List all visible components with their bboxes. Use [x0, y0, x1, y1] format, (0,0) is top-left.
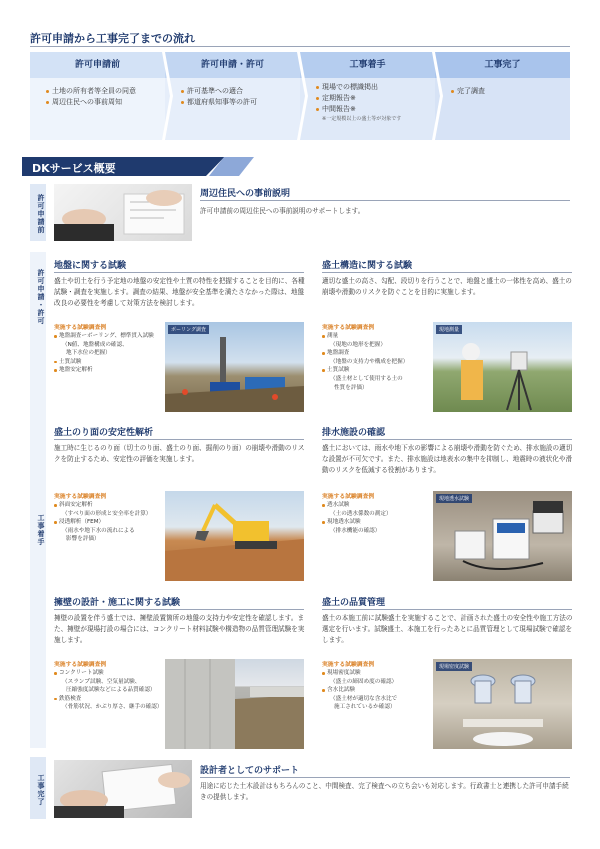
photo-field-survey-art: [433, 322, 572, 412]
photo-meeting: [54, 184, 192, 241]
section-body-briefing: 許可申請前の周辺住民への事前説明のサポートします。: [200, 207, 365, 215]
side-label-start: 工事着手: [37, 514, 45, 546]
example-item: 土質試験: [322, 366, 434, 375]
photo-density-test: [433, 659, 572, 749]
photo-tag: 現地透水試験: [436, 494, 472, 503]
examples-list-drainage: [322, 501, 434, 535]
stage-item: 中間報告※: [316, 104, 427, 115]
photo-retaining-wall-art: [165, 659, 304, 749]
section-divider: [200, 777, 570, 778]
stage-label: 許可申請前: [30, 52, 165, 78]
example-item: （排水機能の確認）: [330, 527, 381, 534]
stage-item: 許可基準への適合: [181, 86, 292, 97]
section-title-ground: 地盤に関する試験: [54, 261, 127, 271]
photo-density-art: [433, 659, 572, 749]
photo-tag: ボーリング調査: [168, 325, 209, 334]
section-body-designer-support: 用途に応じた土木設計はもちろんのこと、中間検査、完了検査への立ち会いも対応します。行政書士と連携した許可申請手続きの提供します。: [200, 782, 569, 801]
examples-list-ground: [54, 332, 166, 375]
example-item: 測量: [322, 332, 434, 341]
photo-boring-art: [165, 322, 304, 412]
stage-label: 許可申請・許可: [165, 52, 300, 78]
stage-item: 周辺住民への事前周知: [46, 97, 157, 108]
section-divider: [54, 439, 304, 440]
section-body-quality: 盛土の本施工前に試験盛土を実施することで、計画された盛土の安全性や施工方法の選定を行います。試験盛土、本施工を行ったあとに品質管理として現場試験で確認をします。: [322, 614, 573, 644]
example-item: （すべり面の形成と安全率を計算）: [62, 510, 152, 517]
stage-item: 完了調査: [451, 86, 562, 97]
section-body-slope: 施工時に生じるのり面（切土のり面、盛土のり面、掘削のり面）の崩壊や滑動のリスクを防止するため、安定性の評価を実施します。: [54, 444, 305, 463]
section-body-drainage: 盛土においては、雨水や地下水の影響による崩壊や滑動を防ぐため、排水施設の適切な設置が不可欠です。また、排水施設は地表水の集中を抑制し、地震時の液状化や滑動のリスクを低減する役割があります。: [322, 444, 573, 474]
example-item: （N値、地盤構成の確認、: [62, 341, 128, 348]
photo-field-survey: [433, 322, 572, 412]
side-label-permit: 許可申請・許可: [37, 269, 45, 325]
section-body-ground: 盛土や切土を行う予定地の地盤の安定性や土質の特性を把握することを目的に、各種試験・調査を実施します。調査の結果、地盤が安全基準を満たさなかった際は、地盤改良の必要性を考慮して対策方法を検討します。: [54, 277, 305, 307]
stage-label: 工事着手: [300, 52, 435, 78]
photo-documents: [54, 760, 192, 818]
example-item: 施工されているか確認）: [334, 704, 396, 711]
photo-retaining-wall: [165, 659, 304, 749]
example-item: 影響を評価）: [66, 536, 100, 543]
example-item: 地下水位の把握）: [66, 350, 111, 357]
section-divider: [322, 439, 572, 440]
section-divider: [322, 272, 572, 273]
examples-title: 実施する試験調査例: [54, 325, 107, 331]
examples-title: 実施する試験調査例: [322, 662, 375, 668]
stage-note: ※一定規模以上の盛土等が対象です: [322, 116, 402, 122]
example-item: （地盤の支持力や構成を把握）: [330, 358, 409, 365]
examples-title: 実施する試験調査例: [322, 325, 375, 331]
examples-title: 実施する試験調査例: [322, 494, 375, 500]
section-title-structure: 盛土構造に関する試験: [322, 261, 413, 271]
section-body-structure: 適切な盛土の高さ、勾配、段切りを行うことで、地盤と盛土の一体性を高め、盛土の崩壊や滑動のリスクを防ぐことを目的に実施します。: [322, 277, 572, 296]
example-item: 地盤調査ーボーリング、標準貫入試験: [54, 332, 166, 341]
photo-tag: 現地測量: [436, 325, 462, 334]
section-divider: [54, 609, 304, 610]
section-divider: [54, 272, 304, 273]
example-item: 地盤調査: [322, 349, 434, 358]
section-divider: [200, 200, 570, 201]
example-item: 地盤安定解析: [54, 366, 166, 375]
section-title-quality: 盛土の品質管理: [322, 598, 386, 608]
side-label-pre: 許可申請前: [37, 194, 45, 234]
example-item: （盛土材として使用する土の: [330, 375, 403, 382]
stage-item: 現場での標識掲出: [316, 82, 427, 93]
examples-title: 実施する試験調査例: [54, 662, 107, 668]
section-title-slope: 盛土のり面の安定性解析: [54, 428, 154, 438]
section-title-retaining-wall: 擁壁の設計・施工に関する試験: [54, 598, 181, 608]
example-item: （雨水や地下水の流れによる: [62, 527, 135, 534]
example-item: 性質を評価）: [334, 384, 368, 391]
example-item: コンクリート試験: [54, 669, 166, 678]
section-body-retaining-wall: 擁壁の設置を伴う盛土では、擁壁設置箇所の地盤の支持力や安定性を確認します。また、擁壁が現場打設の場合には、コンクリート材料試験や構造物の品質管理試験を実施します。: [54, 614, 305, 644]
flow-title: 許可申請から工事完了までの流れ: [30, 32, 195, 45]
examples-title: 実施する試験調査例: [54, 494, 107, 500]
example-item: 浸透解析（FEM）: [54, 518, 166, 527]
photo-excavator: [165, 491, 304, 581]
stage-item: 土地の所有者等全員の同意: [46, 86, 157, 97]
photo-permeability-art: [433, 491, 572, 581]
examples-list-retaining-wall: [54, 669, 166, 712]
section-title-briefing: 周辺住民への事前説明: [200, 189, 291, 199]
section-divider: [322, 609, 572, 610]
stage-label: 工事完了: [435, 52, 570, 78]
stage-item: 都道府県知事等の許可: [181, 97, 292, 108]
photo-tag: 現場密度試験: [436, 662, 472, 671]
flow-divider: [30, 46, 570, 47]
photo-meeting-art: [54, 184, 192, 241]
stage-item: 定期報告※: [316, 93, 427, 104]
photo-permeability-test: [433, 491, 572, 581]
examples-list-quality: [322, 669, 434, 712]
example-item: 現地透水試験: [322, 518, 434, 527]
photo-excavator-art: [165, 491, 304, 581]
example-item: 透水試験: [322, 501, 434, 510]
example-item: （骨筋状況、かぶり厚さ、継手の確認）: [62, 704, 163, 711]
example-item: （現地の地形を把握）: [330, 341, 386, 348]
example-item: （スランプ試験、空気量試験、: [62, 678, 141, 685]
section-title-drainage: 排水施設の確認: [322, 428, 386, 438]
example-item: 鉄筋検査: [54, 695, 166, 704]
example-item: 斜面安定解析: [54, 501, 166, 510]
example-item: （盛土材が適切な含水比で: [330, 695, 398, 702]
example-item: （盛土の締固め度の確認）: [330, 678, 398, 685]
examples-list-structure: [322, 332, 434, 392]
example-item: 含水比試験: [322, 686, 434, 695]
photo-boring-survey: [165, 322, 304, 412]
photo-documents-art: [54, 760, 192, 818]
dk-title: DKサービス概要: [32, 162, 116, 175]
examples-list-slope: [54, 501, 166, 544]
side-label-done: 工事完了: [37, 774, 45, 806]
example-item: 現場密度試験: [322, 669, 434, 678]
flow-chevrons: [30, 52, 570, 140]
example-item: 圧縮強度試験などによる品質確認）: [66, 687, 156, 694]
section-title-designer-support: 設計者としてのサポート: [200, 766, 300, 776]
example-item: （土の透水係数の測定）: [330, 510, 392, 517]
example-item: 土質試験: [54, 358, 166, 367]
